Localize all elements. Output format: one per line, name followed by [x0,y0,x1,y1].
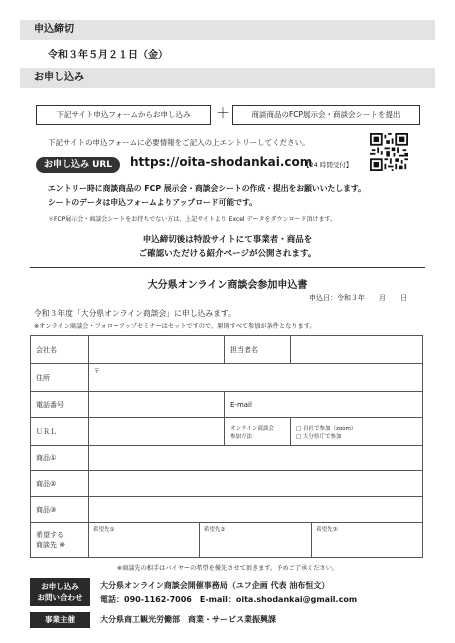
step2-box: 商談商品のFCP展示会・商談会シートを提出 [232,105,420,125]
host-label: 事業主催 [30,612,90,628]
excel-note: ＊FCP展示会・商談会シートをお持ちでない方は、上記サイトより Excel データをダウンロード頂けます。 [48,216,337,223]
wish-label [31,523,89,558]
option-prefecture-checkbox[interactable]: □ 大分県庁で参加 [296,433,342,440]
form-lead: 令和３年度「大分県オンライン商談会」に申し込みます。 [34,309,236,318]
postal-mark: 〒 [94,369,100,375]
apply-intro: 下記サイトの申込フォームに必要情報をご記入の上エントリーしてください。 [48,138,310,147]
product1-label: 商品① [31,446,89,471]
address-field[interactable] [89,364,423,392]
entry-line-1: エントリー時に商談商品の FCP 展示会・商談会シートの作成・提出をお願いいたします。 [48,184,366,193]
application-date: 申込日：令和３年 月 日 [309,294,407,302]
plus-sign: ＋ [216,106,230,122]
url-label: お申し込み URL [36,157,120,173]
email-field[interactable] [225,392,423,418]
qr-code-icon [370,133,408,171]
application-url[interactable]: https://oita-shodankai.com [130,155,313,169]
office-name: 大分県オンライン商談会開催事務局（ユフ企画 代表 油布恒文） [100,581,330,590]
company-label: 会社名 [31,336,89,364]
option-zoom-checkbox[interactable]: □ 自社で参加（zoom） [296,425,357,432]
entry-line-2: シートのデータは申込フォームよりアップロード可能です。 [48,198,257,207]
apply-heading: お申し込み [20,68,435,88]
wish-label-line-1: 希望する [36,531,64,539]
method-label-line-2: 参加方法 [230,433,253,440]
url-field-label: ＵＲＬ [31,418,89,446]
form-title: 大分県オンライン商談会参加申込書 [147,280,308,291]
host-name: 大分県商工観光労働部 商業・サービス業振興課 [100,615,276,624]
product2-field[interactable] [89,471,423,497]
wish1-field[interactable] [89,523,199,557]
step1-box: 下記サイト申込フォームからお申し込み [36,105,211,125]
method-label [225,418,291,446]
divider [30,267,425,268]
product3-field[interactable] [89,497,423,523]
form-lead-note: ※オンライン商談会・フォローアップセミナーはセットですので、原則すべて参加が条件となります。 [34,323,316,330]
method-options [291,418,423,446]
phone-label: 電話番号 [31,392,89,418]
publish-line-2: ご確認いただける紹介ページが公開されます。 [138,249,317,259]
wish1-label: 希望先① [93,527,115,533]
person-label: 担当者名 [225,336,291,364]
person-field[interactable] [291,336,423,364]
wish-fields [89,523,423,558]
email-label: E-mail [230,400,252,409]
phone-field[interactable] [89,392,225,418]
contact-label-line-1: お申し込み [41,582,79,591]
wish2-field[interactable] [199,523,311,557]
url-field[interactable] [89,418,225,446]
contact-info[interactable]: 電話：090-1162-7006 E-mail：oita.shodankai@gmail.com [100,595,358,604]
product3-label: 商品③ [31,497,89,523]
wish3-field[interactable] [312,523,422,557]
deadline-date: 令和３年５月２１日（金） [48,50,168,61]
deadline-heading: 申込締切 [20,20,435,40]
url-note: 【24 時間受付】 [303,161,353,169]
contact-label [30,578,90,606]
contact-label-line-2: お問い合わせ [37,593,83,602]
application-form [30,335,423,558]
method-label-line-1: オンライン商談会 [230,425,274,432]
product2-label: 商品② [31,471,89,497]
address-label: 住所 [31,364,89,392]
wish2-label: 希望先② [203,527,226,533]
wish-label-line-2: 商談先 ※ [36,541,66,549]
form-footnote: ※商談先の相手はバイヤーの希望を優先させて頂きます。予めご了承ください。 [116,565,339,572]
publish-line-1: 申込締切後は特設サイトにて事業者・商品を [142,235,313,245]
product1-field[interactable] [89,446,423,471]
company-field[interactable] [89,336,225,364]
wish3-label: 希望先③ [316,527,338,533]
